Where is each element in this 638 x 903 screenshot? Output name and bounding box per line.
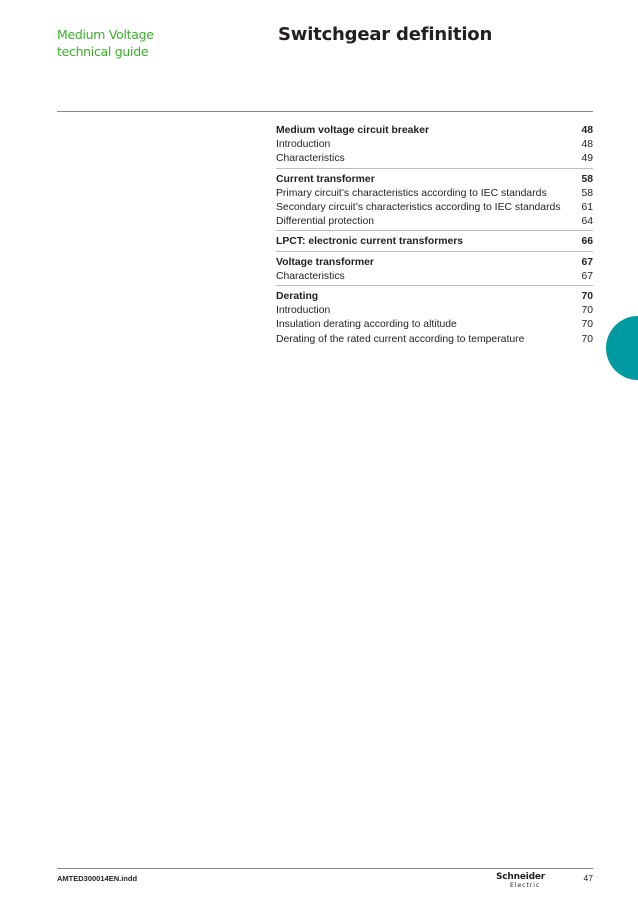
- footer-file-name: AMTED300014EN.indd: [57, 874, 138, 883]
- toc-entry-title: Characteristics: [276, 270, 345, 282]
- header-divider: [57, 111, 593, 112]
- toc-entry-page: 64: [581, 216, 593, 228]
- toc-entry[interactable]: [276, 333, 593, 347]
- footer-divider: [57, 868, 593, 869]
- page-title: Switchgear definition: [278, 24, 493, 45]
- logo-name: Schneider: [496, 872, 546, 882]
- toc-heading-title: LPCT: electronic current transformers: [276, 236, 464, 248]
- chapter-tab-marker: [606, 316, 638, 380]
- toc-section: [276, 256, 593, 286]
- toc-section-heading[interactable]: [276, 173, 593, 187]
- guide-title: [57, 26, 207, 60]
- toc-section: [276, 124, 593, 169]
- toc-heading-page: 48: [581, 125, 593, 136]
- toc-entry-title: Characteristics: [276, 153, 345, 165]
- guide-title-line1: Medium Voltage: [57, 27, 154, 42]
- toc-section-heading[interactable]: [276, 235, 593, 249]
- toc-entry[interactable]: [276, 152, 593, 166]
- page-number: 47: [583, 873, 593, 883]
- toc-section: [276, 290, 593, 348]
- toc-heading-page: 66: [581, 236, 593, 248]
- table-of-contents: [276, 124, 593, 352]
- toc-entry-title: Primary circuit’s characteristics according to IEC standards: [276, 187, 547, 199]
- toc-entry-page: 70: [581, 305, 593, 317]
- toc-section-heading[interactable]: [276, 256, 593, 270]
- toc-entry-page: 61: [581, 202, 593, 214]
- toc-heading-title: Current transformer: [276, 173, 375, 185]
- toc-entry-page: 58: [581, 187, 593, 199]
- toc-section: [276, 173, 593, 232]
- toc-entry[interactable]: [276, 318, 593, 332]
- toc-entry-page: 67: [581, 270, 593, 282]
- toc-section-heading[interactable]: [276, 290, 593, 304]
- guide-title-line2: technical guide: [57, 44, 149, 59]
- toc-entry[interactable]: [276, 187, 593, 201]
- toc-entry-title: Secondary circuit’s characteristics according to IEC standards: [276, 202, 561, 214]
- logo-sub: Electric: [510, 882, 541, 889]
- toc-entry[interactable]: [276, 138, 593, 152]
- toc-entry[interactable]: [276, 270, 593, 284]
- toc-entry-page: 70: [581, 333, 593, 345]
- toc-heading-title: Derating: [276, 291, 319, 303]
- toc-heading-page: 70: [581, 291, 593, 303]
- toc-entry-title: Introduction: [276, 305, 331, 317]
- toc-entry-title: Differential protection: [276, 216, 374, 228]
- toc-entry[interactable]: [276, 201, 593, 215]
- toc-section-heading[interactable]: [276, 124, 593, 138]
- toc-heading-title: Voltage transformer: [276, 256, 374, 268]
- toc-entry-page: 48: [581, 139, 593, 151]
- toc-entry[interactable]: [276, 215, 593, 229]
- toc-heading-page: 67: [581, 256, 593, 268]
- toc-section: [276, 235, 593, 251]
- toc-entry-title: Derating of the rated current according to temperature: [276, 333, 525, 345]
- toc-entry-page: 49: [581, 153, 593, 165]
- toc-entry-title: Introduction: [276, 139, 331, 151]
- toc-heading-title: Medium voltage circuit breaker: [276, 125, 430, 136]
- toc-entry-page: 70: [581, 319, 593, 331]
- toc-entry[interactable]: [276, 304, 593, 318]
- toc-entry-title: Insulation derating according to altitude: [276, 319, 457, 331]
- schneider-electric-logo: [496, 872, 546, 892]
- toc-heading-page: 58: [581, 173, 593, 185]
